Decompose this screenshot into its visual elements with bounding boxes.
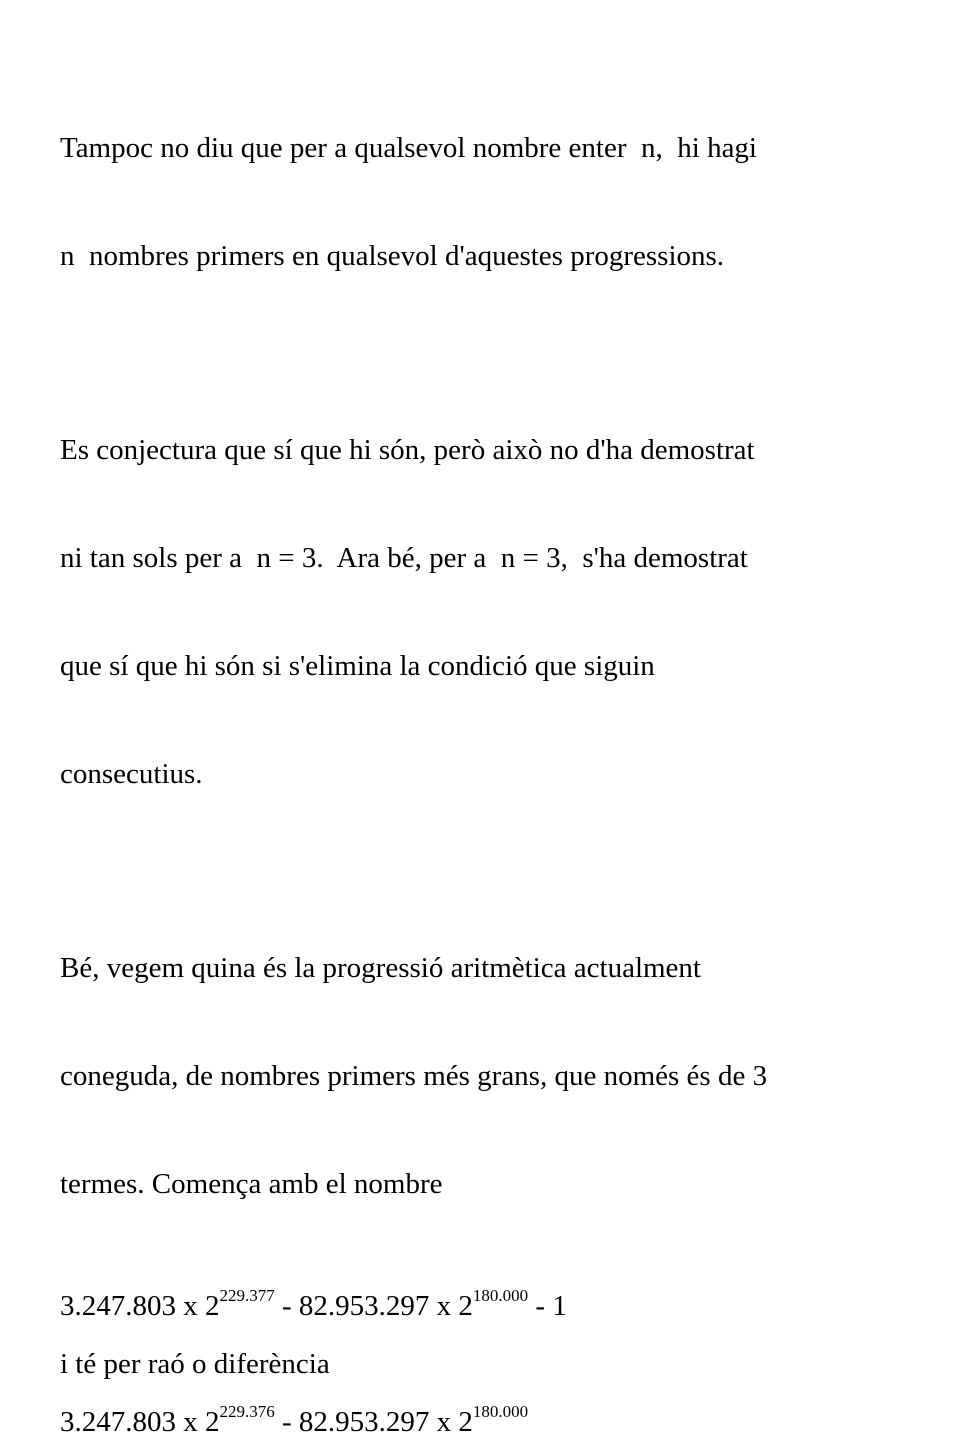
slide-content (60, 58, 920, 1440)
formula-exponent: 229.376 (219, 1402, 275, 1422)
formula-part: - 1 (528, 1290, 567, 1322)
text-line: Bé, vegem quina és la progressió aritmètica actualment (60, 952, 701, 984)
paragraph-conjecture-intro (60, 58, 920, 346)
formula-part: 3.247.803 x 2 (60, 1406, 220, 1438)
formula-exponent: 180.000 (472, 1402, 529, 1422)
formula-exponent: 229.377 (219, 1286, 275, 1306)
text-line: Es conjectura que sí que hi són, però això no d'ha demostrat (60, 434, 755, 466)
text-line: ni tan sols per a n = 3. Ara bé, per a n = 3, s'ha demostrat (60, 542, 748, 574)
text-line: coneguda, de nombres primers més grans, que només és de 3 (60, 1060, 768, 1092)
text-line: termes. Comença amb el nombre (60, 1168, 443, 1200)
text-line: Tampoc no diu que per a qualsevol nombre enter n, hi hagi (60, 132, 757, 164)
formula-part: 3.247.803 x 2 (60, 1290, 220, 1322)
difference-label: i té per raó o diferència (60, 1348, 330, 1380)
formula-part: - 82.953.297 x 2 (274, 1290, 473, 1322)
formula-first-term (60, 1288, 920, 1324)
text-line: consecutius. (60, 758, 203, 790)
formula-exponent: 180.000 (472, 1286, 529, 1306)
text-line: que sí que hi són si s'elimina la condició que siguin (60, 650, 655, 682)
formula-difference (60, 1404, 920, 1440)
paragraph-conjecture (60, 360, 920, 864)
paragraph-progression (60, 878, 920, 1274)
text-line: n nombres primers en qualsevol d'aquestes progressions. (60, 240, 725, 272)
formula-part: - 82.953.297 x 2 (274, 1406, 473, 1438)
